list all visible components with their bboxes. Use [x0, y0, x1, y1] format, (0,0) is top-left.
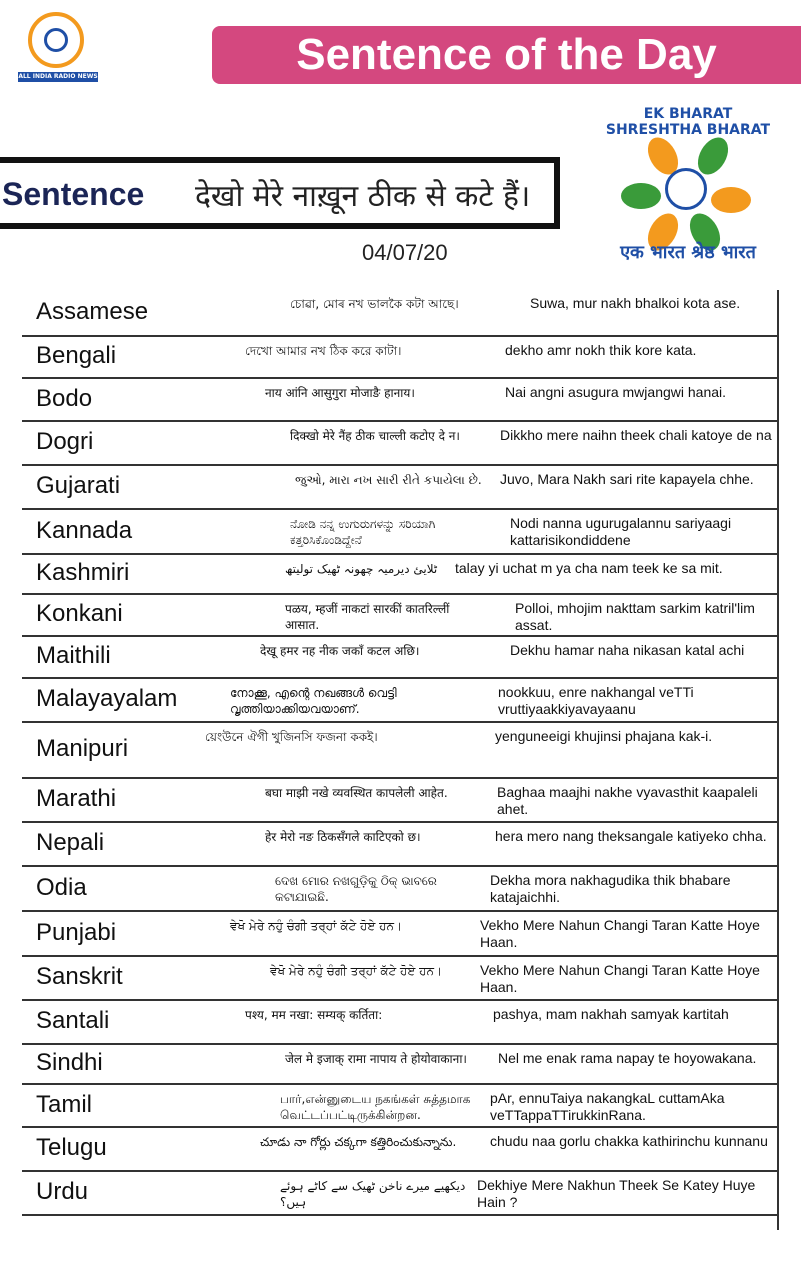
- row-native-text: দেখো আমার নখ ঠিক করে কাটা।: [245, 344, 402, 358]
- row-native-text: ನೋಡಿ ನನ್ನ ಉಗುರುಗಳನ್ನು ಸರಿಯಾಗಿ ಕತ್ತರಿಸಿಕೊಂಡಿದ್ದೇನೆ: [290, 517, 436, 547]
- row-native-text: જુઓ, મારા નખ સારી રીતે કપાયેલા છે.: [295, 473, 482, 487]
- row-language: Punjabi: [36, 919, 117, 946]
- row-language: Dogri: [36, 428, 94, 455]
- ashoka-chakra-icon: [665, 168, 707, 210]
- row-native-text: ਵੇਖੋ ਮੇਰੇ ਨਹੁੰ ਚੰਗੀ ਤਰ੍ਹਾਂ ਕੱਟੇ ਹੋਏ ਹਨ।: [230, 919, 403, 933]
- ebsb-logo-bottom-text: एक भारत श्रेष्ठ भारत: [620, 242, 756, 263]
- ebsb-logo-top-text: EK BHARAT SHRESHTHA BHARAT: [605, 106, 771, 138]
- banner-title: Sentence of the Day: [212, 26, 801, 84]
- row-language: Bodo: [36, 385, 93, 412]
- table-row: [22, 779, 779, 823]
- row-transliteration: nookkuu, enre nakhangal veTTi vruttiyaakkiyavayaanu: [498, 684, 694, 717]
- row-transliteration: talay yi uchat m ya cha nam teek ke sa mit.: [455, 560, 723, 576]
- row-native-text: हेर मेरो नङ ठिकसँगले काटिएको छ।: [265, 830, 421, 844]
- row-transliteration: pashya, mam nakhah samyak kartitah: [493, 1006, 729, 1022]
- row-transliteration: Baghaa maajhi nakhe vyavasthit kaapaleli ahet.: [497, 784, 758, 817]
- row-transliteration: Vekho Mere Nahun Changi Taran Katte Hoye Haan.: [480, 962, 760, 995]
- row-native-text: చూడు నా గోర్లు చక్కగా కత్తిరించుకున్నాను.: [260, 1135, 457, 1149]
- row-language: Odia: [36, 874, 87, 901]
- row-language: Santali: [36, 1007, 110, 1034]
- table-row: [22, 637, 779, 679]
- row-language: Assamese: [36, 298, 149, 325]
- air-logo-emblem: [28, 12, 84, 68]
- row-native-text: पळय, म्हजीं नाकटां सारकीं कातरिल्लीं आसात.: [285, 602, 450, 632]
- row-language: Sindhi: [36, 1049, 103, 1076]
- row-transliteration: Suwa, mur nakh bhalkoi kota ase.: [530, 295, 741, 311]
- air-logo-text: ALL INDIA RADIO NEWS: [18, 73, 98, 80]
- row-native-text: दिक्खो मेरे नैंह ठीक चाल्ली कटोए दे न।: [290, 429, 460, 443]
- row-language: Kannada: [36, 517, 133, 544]
- row-language: Malayayalam: [36, 685, 178, 712]
- table-row: [22, 466, 779, 510]
- table-row: [22, 337, 779, 379]
- row-native-text: பார்,என்னுடைய நகங்கள் சுத்தமாக வெட்டப்பட்டிருக்கின்றன.: [280, 1092, 471, 1122]
- row-language: Konkani: [36, 600, 123, 627]
- row-native-text: जेल मे इजाक् रामा नापाय ते होयोवाकाना।: [285, 1052, 467, 1066]
- table-row: [22, 912, 779, 957]
- row-native-text: पश्य, मम नखा: सम्यक् कर्तिता:: [245, 1008, 383, 1022]
- air-logo: [18, 12, 98, 84]
- row-transliteration: chudu naa gorlu chakka kathirinchu kunnanu: [490, 1133, 768, 1149]
- row-language: Kashmiri: [36, 559, 130, 586]
- row-language: Telugu: [36, 1134, 107, 1161]
- row-transliteration: Nel me enak rama napay te hoyowakana.: [498, 1050, 757, 1066]
- table-row: [22, 823, 779, 867]
- row-language: Marathi: [36, 785, 117, 812]
- row-language: Nepali: [36, 829, 105, 856]
- table-row: [22, 1085, 779, 1128]
- sentence-text: देखो मेरे नाख़ून ठीक से कटे हैं।: [195, 179, 531, 214]
- row-native-text: ଦେଖ ମୋର ନଖଗୁଡ଼ିକୁ ଠିକ୍ ଭାବରେ କଟାଯାଇଛି.: [275, 874, 437, 904]
- row-native-text: बघा माझी नखे व्यवस्थित कापलेली आहेत.: [265, 786, 448, 800]
- row-language: Sanskrit: [36, 963, 123, 990]
- row-transliteration: Nodi nanna ugurugalannu sariyaagi kattarisikondiddene: [510, 515, 732, 548]
- row-native-text: চোৱা, মোৰ নখ ভালকৈ কটা আছে।: [290, 297, 459, 311]
- table-row: [22, 679, 779, 723]
- table-row: [22, 595, 779, 637]
- row-transliteration: pAr, ennuTaiya nakangkaL cuttamAka veTTappaTTirukkinRana.: [490, 1090, 725, 1123]
- sentence-label: Sentence: [2, 176, 145, 212]
- table-row: [22, 379, 779, 422]
- row-transliteration: Vekho Mere Nahun Changi Taran Katte Hoye Haan.: [480, 917, 760, 950]
- ebsb-logo: [588, 100, 783, 280]
- row-transliteration: Dekhu hamar naha nikasan katal achi: [510, 642, 745, 658]
- row-language: Gujarati: [36, 472, 121, 499]
- translation-table: [22, 290, 779, 1216]
- row-transliteration: Juvo, Mara Nakh sari rite kapayela chhe.: [500, 471, 754, 487]
- table-row: [22, 867, 779, 912]
- row-native-text: देखू हमर नह नीक जकाँ कटल अछि।: [260, 644, 420, 658]
- table-row: [22, 510, 779, 555]
- table-row: [22, 290, 779, 337]
- row-native-text: नाय आंनि आसुगुरा मोजाङै हानाय।: [265, 386, 415, 400]
- row-language: Urdu: [36, 1178, 89, 1205]
- row-native-text: ਵੇਖੋ ਮੇਰੇ ਨਹੁੰ ਚੰਗੀ ਤਰ੍ਹਾਂ ਕੱਟੇ ਹੋਏ ਹਨ।: [270, 964, 443, 978]
- table-row: [22, 555, 779, 595]
- row-native-text: دیکھیے میرے ناخن ٹھیک سے کاٹے ہوئے ہیں؟: [280, 1179, 466, 1209]
- row-transliteration: dekho amr nokh thik kore kata.: [505, 342, 697, 358]
- row-transliteration: Polloi, mhojim nakttam sarkim katril'lim assat.: [515, 600, 755, 633]
- row-language: Bengali: [36, 342, 117, 369]
- table-row: [22, 1045, 779, 1085]
- sentence-date: 04/07/20: [362, 240, 448, 265]
- row-transliteration: yenguneeigi khujinsi phajana kak-i.: [495, 728, 713, 744]
- row-native-text: നോക്കൂ, എന്റെ നഖങ്ങൾ വെട്ടി വൃത്തിയാക്കിയവയാണ്.: [230, 686, 397, 716]
- table-row: [22, 957, 779, 1001]
- table-row: [22, 1128, 779, 1172]
- row-transliteration: Nai angni asugura mwjangwi hanai.: [505, 384, 727, 400]
- row-language: Tamil: [36, 1091, 93, 1118]
- row-native-text: য়েংউনে ঐগী খুজিনসি ফজনা ককই।: [205, 730, 378, 744]
- table-row: [22, 422, 779, 466]
- row-language: Maithili: [36, 642, 111, 669]
- table-row: [22, 723, 779, 779]
- row-native-text: ٹلایئ دیرمیہ چھونہ ٹھیک تولیتھ: [285, 562, 438, 576]
- row-language: Manipuri: [36, 735, 129, 762]
- row-transliteration: Dekhiye Mere Nakhun Theek Se Katey Huye Hain ?: [477, 1177, 756, 1210]
- table-row: [22, 1001, 779, 1045]
- table-row: [22, 1172, 779, 1216]
- row-transliteration: Dekha mora nakhagudika thik bhabare katajaichhi.: [490, 872, 731, 905]
- row-transliteration: Dikkho mere naihn theek chali katoye de na: [500, 427, 772, 443]
- row-transliteration: hera mero nang theksangale katiyeko chha.: [495, 828, 767, 844]
